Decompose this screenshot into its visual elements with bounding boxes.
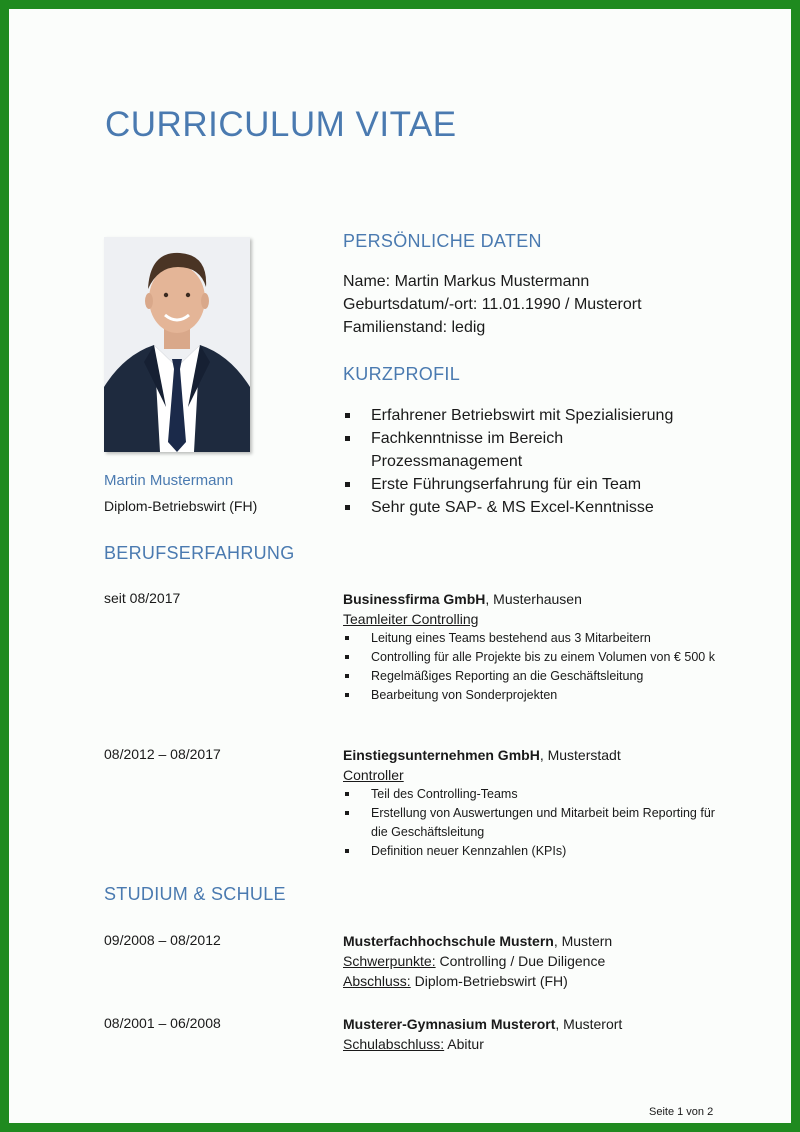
experience-date: seit 08/2017	[104, 590, 181, 606]
experience-employer	[343, 745, 723, 765]
school-location: , Mustern	[553, 933, 613, 949]
duty-item: Definition neuer Kennzahlen (KPIs)	[343, 842, 723, 861]
education-degree	[343, 1034, 723, 1054]
page-number: Seite 1 von 2	[649, 1106, 714, 1118]
personal-heading: PERSÖNLICHE DATEN	[343, 231, 542, 251]
education-institution	[343, 931, 723, 951]
education-entry	[343, 931, 723, 991]
duty-item: Leitung eines Teams bestehend aus 3 Mitarbeitern	[343, 629, 723, 648]
experience-heading: BERUFSERFAHRUNG	[104, 543, 295, 563]
sidebar-name: Martin Mustermann	[104, 472, 234, 489]
education-institution	[343, 1014, 723, 1034]
experience-date: 08/2012 – 08/2017	[104, 746, 221, 762]
personal-birth: Geburtsdatum/-ort: 11.01.1990 / Musterort	[343, 296, 642, 313]
portrait-photo	[104, 237, 250, 452]
profile-item: Sehr gute SAP- & MS Excel-Kenntnisse	[343, 496, 743, 519]
school-location: , Musterort	[555, 1016, 623, 1032]
personal-data	[343, 270, 743, 339]
experience-employer	[343, 589, 723, 609]
school-name: Musterer-Gymnasium Musterort	[343, 1016, 556, 1032]
personal-status: Familienstand: ledig	[343, 319, 486, 336]
duty-list	[343, 629, 723, 705]
experience-entry	[343, 745, 723, 861]
duty-item: Bearbeitung von Sonderprojekten	[343, 686, 723, 705]
company-name: Businessfirma GmbH	[343, 591, 486, 607]
portrait-icon	[104, 237, 250, 452]
education-entry	[343, 1014, 723, 1054]
focus-label: Schwerpunkte:	[343, 953, 436, 969]
job-role: Controller	[343, 767, 404, 783]
duty-item: Regelmäßiges Reporting an die Geschäftsleitung	[343, 667, 723, 686]
profile-item: Fachkenntnisse im Bereich Prozessmanagement	[343, 427, 743, 473]
degree-label: Schulabschluss:	[343, 1036, 445, 1052]
education-focus	[343, 951, 723, 971]
degree-label: Abschluss:	[343, 973, 411, 989]
profile-item: Erfahrener Betriebswirt mit Spezialisierung	[343, 404, 743, 427]
degree-value: Diplom-Betriebswirt (FH)	[410, 973, 568, 989]
sidebar-degree: Diplom-Betriebswirt (FH)	[104, 498, 258, 514]
document-title: CURRICULUM VITAE	[105, 105, 457, 144]
school-name: Musterfachhochschule Mustern	[343, 933, 554, 949]
education-date: 08/2001 – 06/2008	[104, 1015, 221, 1031]
education-heading: STUDIUM & SCHULE	[104, 884, 286, 904]
job-role: Teamleiter Controlling	[343, 611, 479, 627]
company-location: , Musterstadt	[539, 747, 621, 763]
focus-value: Controlling / Due Diligence	[435, 953, 606, 969]
education-date: 09/2008 – 08/2012	[104, 932, 221, 948]
education-degree	[343, 971, 723, 991]
profile-item: Erste Führungserfahrung für ein Team	[343, 473, 743, 496]
experience-entry	[343, 589, 723, 705]
duty-item: Controlling für alle Projekte bis zu einem Volumen von € 500 k	[343, 648, 723, 667]
duty-list	[343, 785, 723, 861]
company-location: , Musterhausen	[485, 591, 582, 607]
profile-list	[343, 404, 743, 519]
duty-item: Erstellung von Auswertungen und Mitarbeit beim Reporting für die Geschäftsleitung	[343, 804, 723, 842]
company-name: Einstiegsunternehmen GmbH	[343, 747, 540, 763]
profile-heading: KURZPROFIL	[343, 364, 461, 384]
personal-name: Name: Martin Markus Mustermann	[343, 273, 590, 290]
duty-item: Teil des Controlling-Teams	[343, 785, 723, 804]
degree-value: Abitur	[444, 1036, 484, 1052]
